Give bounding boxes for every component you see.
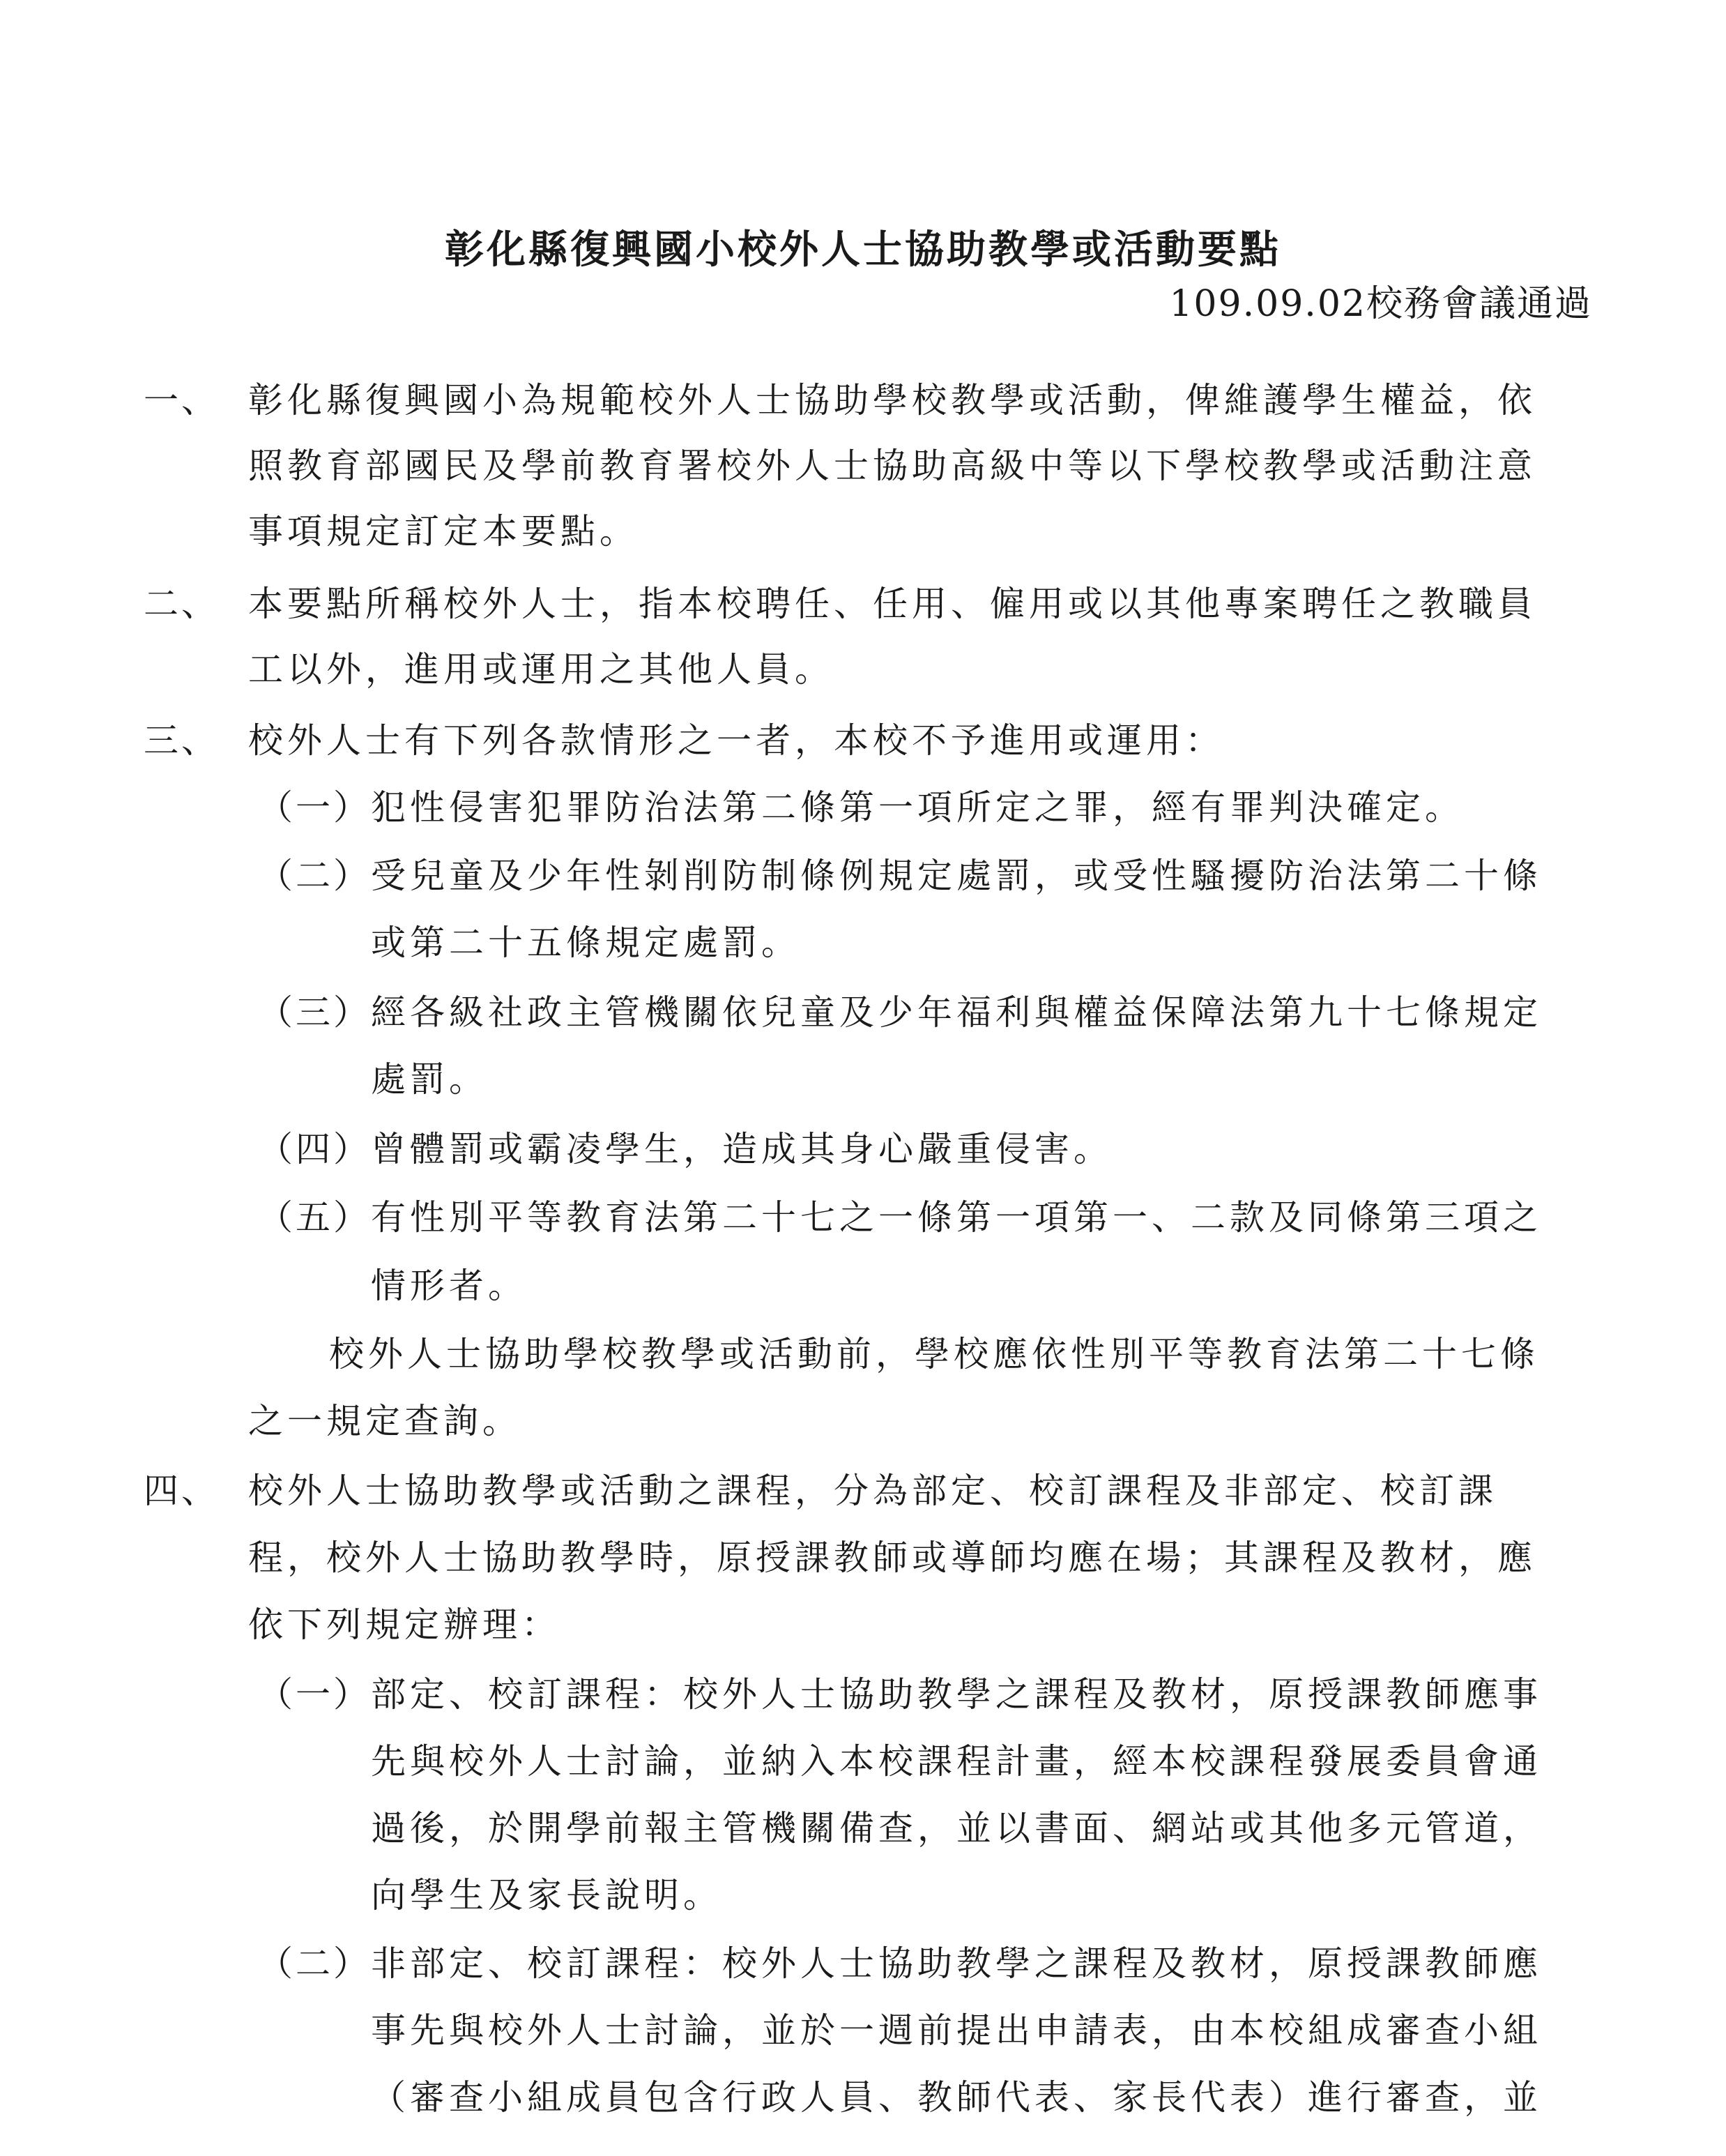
section-3-item-2-line-1: 受兒童及少年性剝削防制條例規定處罰，或受性騷擾防治法第二十條	[371, 856, 1542, 896]
section-3-closing-line-1: 校外人士協助學校教學或活動前，學校應依性別平等教育法第二十七條	[329, 1334, 1539, 1374]
section-4-item-2-line-2: 事先與校外人士討論，並於一週前提出申請表，由本校組成審查小組	[371, 2010, 1542, 2051]
section-3-number: 三、	[144, 720, 219, 761]
section-4-item-1-number: （一）	[258, 1674, 371, 1715]
section-4-line-2: 程，校外人士協助教學時，原授課教師或導師均應在場；其課程及教材，應	[248, 1538, 1536, 1578]
section-4-item-1-line-4: 向學生及家長說明。	[371, 1875, 722, 1915]
section-4-item-2-line-1: 非部定、校訂課程：校外人士協助教學之課程及教材，原授課教師應	[371, 1943, 1542, 1984]
section-3-item-2-number: （二）	[258, 856, 371, 896]
section-3-item-3-number: （三）	[258, 992, 371, 1033]
section-4-line-3: 依下列規定辦理：	[248, 1604, 560, 1645]
section-3-line-1: 校外人士有下列各款情形之一者，本校不予進用或運用：	[248, 720, 1224, 761]
section-3-item-3-line-1: 經各級社政主管機關依兒童及少年福利與權益保障法第九十七條規定	[371, 992, 1542, 1033]
section-3-closing-line-2: 之一規定查詢。	[248, 1401, 521, 1441]
section-3-item-5-number: （五）	[258, 1197, 371, 1238]
section-3-item-1-line-1: 犯性侵害犯罪防治法第二條第一項所定之罪，經有罪判決確定。	[371, 787, 1464, 828]
section-3-item-3-line-2: 處罰。	[371, 1059, 488, 1100]
section-3-item-4-number: （四）	[258, 1129, 371, 1169]
document-title: 彰化縣復興國小校外人士協助教學或活動要點	[445, 227, 1281, 273]
approval-note: 109.09.02校務會議通過	[1169, 283, 1592, 325]
section-3-item-4-line-1: 曾體罰或霸凌學生，造成其身心嚴重侵害。	[371, 1129, 1113, 1169]
section-4-line-1: 校外人士協助教學或活動之課程，分為部定、校訂課程及非部定、校訂課	[248, 1471, 1497, 1511]
section-4-item-1-line-3: 過後，於開學前報主管機關備查，並以書面、網站或其他多元管道，	[371, 1808, 1542, 1848]
section-4-item-2-number: （二）	[258, 1943, 371, 1984]
section-1-number: 一、	[144, 380, 219, 420]
section-3-item-5-line-1: 有性別平等教育法第二十七之一條第一項第一、二款及同條第三項之	[371, 1197, 1542, 1238]
section-2-line-2: 工以外，進用或運用之其他人員。	[248, 649, 834, 690]
section-4-item-2-line-3: （審查小組成員包含行政人員、教師代表、家長代表）進行審查，並	[371, 2077, 1542, 2118]
section-3-item-2-line-2: 或第二十五條規定處罰。	[371, 923, 800, 963]
section-1-line-3: 事項規定訂定本要點。	[248, 511, 639, 552]
section-2-line-1: 本要點所稱校外人士，指本校聘任、任用、僱用或以其他專案聘任之教職員	[248, 584, 1536, 624]
section-3-item-5-line-2: 情形者。	[371, 1266, 527, 1306]
section-4-number: 四、	[144, 1471, 219, 1511]
section-4-item-1-line-1: 部定、校訂課程：校外人士協助教學之課程及教材，原授課教師應事	[371, 1674, 1542, 1715]
section-4-item-1-line-2: 先與校外人士討論，並納入本校課程計畫，經本校課程發展委員會通	[371, 1741, 1542, 1782]
section-2-number: 二、	[144, 584, 219, 624]
section-1-line-1: 彰化縣復興國小為規範校外人士協助學校教學或活動，俾維護學生權益，依	[248, 380, 1536, 420]
section-1-line-2: 照教育部國民及學前教育署校外人士協助高級中等以下學校教學或活動注意	[248, 446, 1536, 486]
section-3-item-1-number: （一）	[258, 787, 371, 828]
